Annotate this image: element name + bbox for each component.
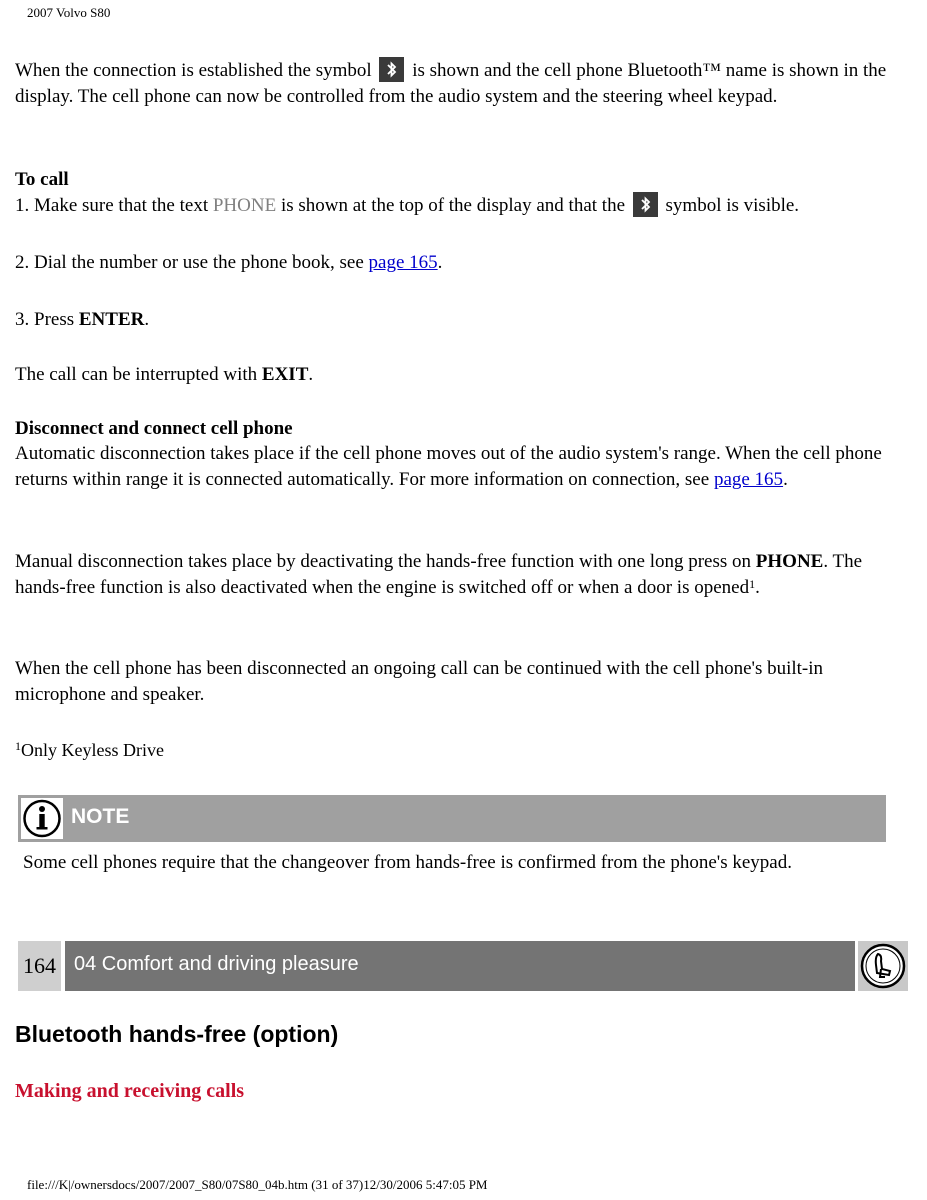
- exit-key-label: EXIT: [261, 364, 309, 385]
- step-3: 3. Press ENTER.: [15, 309, 150, 330]
- page-165-link[interactable]: page 165: [368, 252, 438, 273]
- interrupt-text: The call can be interrupted with: [15, 364, 258, 385]
- phone-key-label: PHONE: [755, 551, 824, 572]
- auto-disconnect-paragraph: Automatic disconnection takes place if the cell phone moves out of the audio system's range. When the cell phone returns within range it is connected automatically. For more information on connection, see page 165.: [15, 443, 882, 490]
- phone-display-text: PHONE: [212, 195, 277, 216]
- file-path-footer: file:///K|/ownersdocs/2007/2007_S80/07S80_04b.htm (31 of 37)12/30/2006 5:47:05 PM: [27, 1177, 488, 1192]
- note-label: NOTE: [71, 805, 130, 828]
- footnote: [15, 737, 910, 763]
- step-2-text: 2. Dial the number or use the phone book, see: [15, 252, 364, 273]
- document-title: 2007 Volvo S80: [27, 5, 111, 20]
- note-header: [18, 795, 886, 842]
- page-heading: Bluetooth hands-free (option): [15, 1021, 339, 1047]
- manual-disconnect-paragraph: Manual disconnection takes place by deactivating the hands-free function with one long press on PHONE. The hands-free function is also deactivated when the engine is switched off or when a door is opened$^1$.: [15, 551, 863, 598]
- page-number: 164: [18, 941, 61, 991]
- intro-text-before: When the connection is established the symbol: [15, 60, 372, 81]
- footnote-number: 1: [15, 739, 21, 753]
- subheading: Making and receiving calls: [15, 1080, 245, 1102]
- interrupt-paragraph: The call can be interrupted with EXIT.: [15, 364, 314, 385]
- step-1: [15, 193, 910, 219]
- footnote-text: Only Keyless Drive: [21, 740, 164, 760]
- manual-disconnect-text: Manual disconnection takes place by deactivating the hands-free function with one long press on: [15, 551, 752, 572]
- intro-text-after: is shown and the cell phone Bluetooth™ name is shown in the display. The cell phone can now be controlled from the audio system and the steering wheel keypad.: [15, 60, 887, 108]
- step-2: 2. Dial the number or use the phone book, see page 165.: [15, 252, 443, 273]
- note-text: Some cell phones require that the changeover from hands-free is confirmed from the phone's keypad.: [23, 852, 792, 873]
- info-icon: [21, 798, 63, 839]
- bluetooth-icon: [633, 192, 658, 217]
- step-1-text-after: symbol is visible.: [665, 195, 800, 216]
- enter-key-label: ENTER: [78, 309, 145, 330]
- seat-icon: [858, 941, 908, 991]
- section-header: [65, 941, 855, 991]
- section-label: 04 Comfort and driving pleasure: [74, 953, 359, 975]
- auto-disconnect-text: Automatic disconnection takes place if the cell phone moves out of the audio system's range. When the cell phone returns within range it is connected automatically. For more information on connection, see: [15, 443, 882, 490]
- footnote-marker: 1: [749, 577, 756, 591]
- step-1-text-before: 1. Make sure that the text: [15, 195, 209, 216]
- bluetooth-icon: [379, 57, 404, 82]
- ongoing-call-paragraph: When the cell phone has been disconnected an ongoing call can be continued with the cell phone's built-in microphone and speaker.: [15, 658, 824, 705]
- step-3-text: 3. Press: [15, 309, 75, 330]
- manual-disconnect-rest: . The hands-free function is also deactivated when the engine is switched off or when a door is opened: [15, 551, 863, 598]
- to-call-heading: To call: [15, 169, 69, 190]
- intro-paragraph: [15, 58, 910, 110]
- page-165-link[interactable]: page 165: [713, 469, 784, 490]
- step-1-text-middle: is shown at the top of the display and that the: [280, 195, 626, 216]
- disconnect-heading: Disconnect and connect cell phone: [15, 418, 293, 439]
